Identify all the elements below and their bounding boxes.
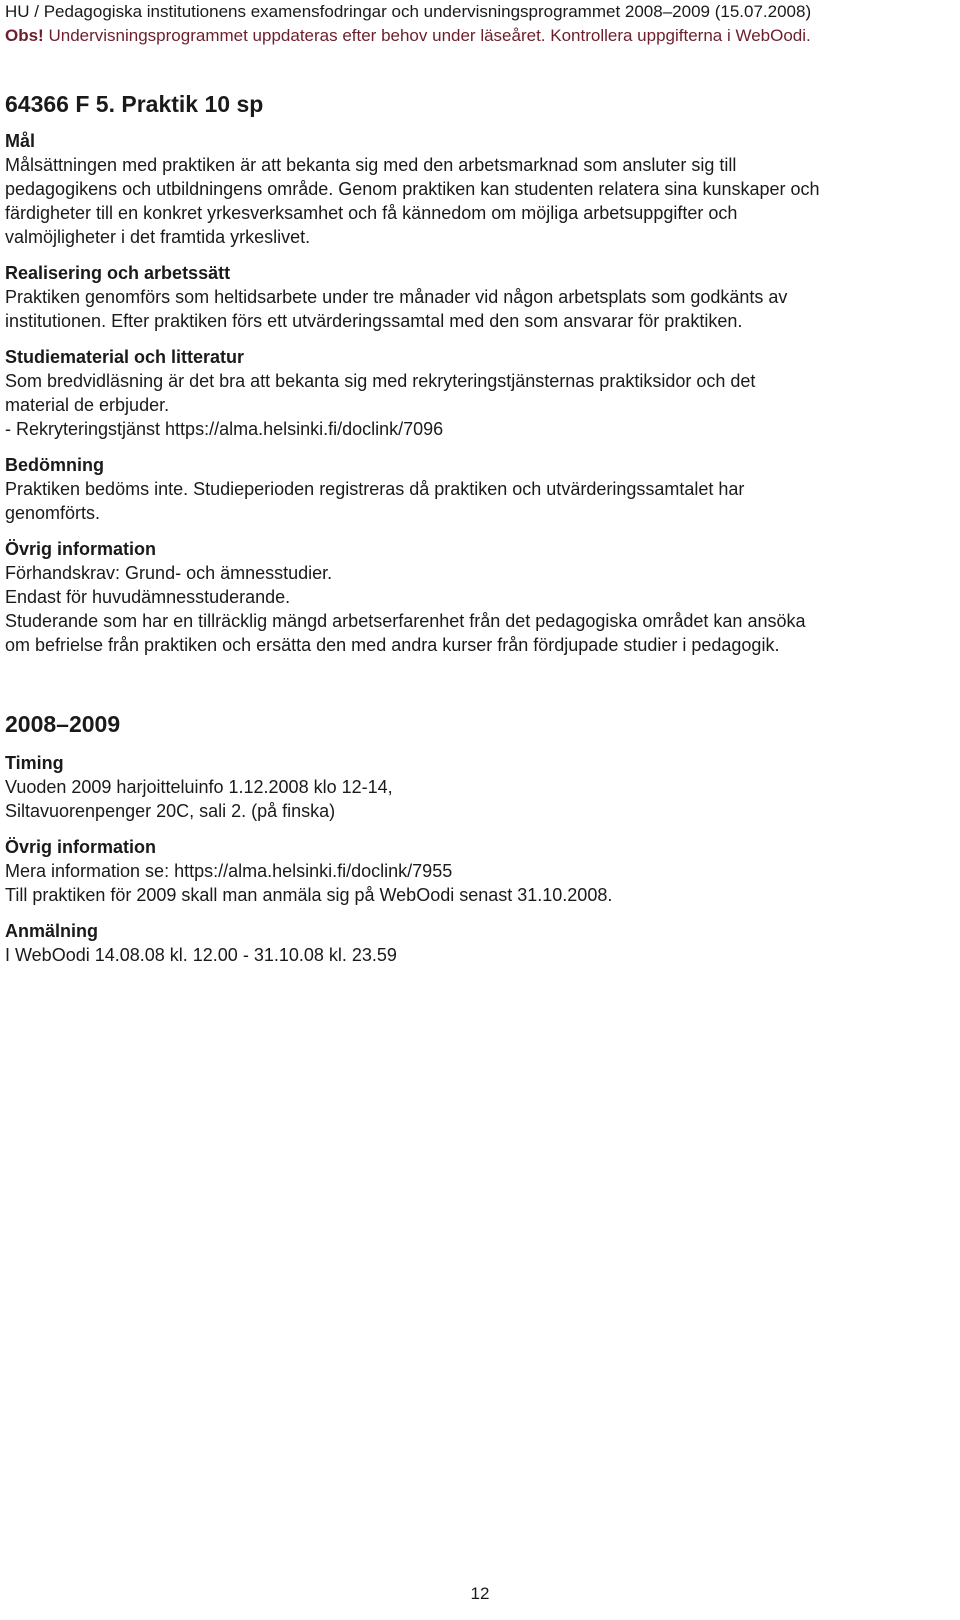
course-title: 64366 F 5. Praktik 10 sp — [5, 91, 264, 117]
paragraph-line: Praktiken bedöms inte. Studieperioden registreras då praktiken och utvärderingssamtalet har — [5, 479, 745, 499]
section-bedomning — [5, 453, 955, 525]
section-realisering — [5, 261, 955, 333]
paragraph-line: Till praktiken för 2009 skall man anmäla sig på WebOodi senast 31.10.2008. — [5, 885, 613, 905]
section-anmalning — [5, 919, 955, 967]
paragraph-line: om befrielse från praktiken och ersätta den med andra kurser från fördjupade studier i pedagogik. — [5, 635, 780, 655]
paragraph-line: Målsättningen med praktiken är att bekanta sig med den arbetsmarknad som ansluter sig till — [5, 155, 737, 175]
section-timing — [5, 751, 955, 823]
paragraph-line: valmöjligheter i det framtida yrkeslivet. — [5, 227, 311, 247]
section-heading: Timing — [5, 753, 64, 773]
rekrytering-link[interactable]: - Rekryteringstjänst https://alma.helsinki.fi/doclink/7096 — [5, 419, 444, 439]
section-heading: Mål — [5, 131, 36, 151]
paragraph-line: I WebOodi 14.08.08 kl. 12.00 - 31.10.08 kl. 23.59 — [5, 945, 397, 965]
paragraph-line: Siltavuorenpenger 20C, sali 2. (på finska) — [5, 801, 336, 821]
paragraph-line: pedagogikens och utbildningens område. Genom praktiken kan studenten relatera sina kunskaper och — [5, 179, 820, 199]
paragraph-line: Praktiken genomförs som heltidsarbete under tre månader vid någon arbetsplats som godkänts av — [5, 287, 788, 307]
paragraph-line: institutionen. Efter praktiken förs ett utvärderingssamtal med den som ansvarar för praktiken. — [5, 311, 743, 331]
section-heading: Övrig information — [5, 539, 157, 559]
breadcrumb-text: HU / Pedagogiska institutionens examensfodringar och undervisningsprogrammet 2008–2009 (15.07.2008) — [5, 2, 812, 21]
paragraph-line: material de erbjuder. — [5, 395, 170, 415]
paragraph-line: färdigheter till en konkret yrkesverksamhet och få kännedom om möjliga arbetsuppgifter och — [5, 203, 738, 223]
section-heading: Övrig information — [5, 837, 157, 857]
section-heading: Realisering och arbetssätt — [5, 263, 231, 283]
document-breadcrumb — [5, 0, 955, 24]
paragraph-line: Endast för huvudämnesstuderande. — [5, 587, 291, 607]
section-mal — [5, 129, 955, 249]
section-heading: Anmälning — [5, 921, 98, 941]
section-year-ovrig-information — [5, 835, 955, 907]
paragraph-line: Studerande som har en tillräcklig mängd arbetserfarenhet från det pedagogiska området kan ansöka — [5, 611, 806, 631]
page-number: 12 — [470, 1584, 490, 1603]
paragraph-line: genomförts. — [5, 503, 101, 523]
section-heading: Bedömning — [5, 455, 104, 475]
update-notice — [5, 24, 955, 48]
paragraph-line: Vuoden 2009 harjoitteluinfo 1.12.2008 klo 12-14, — [5, 777, 393, 797]
paragraph-line: Som bredvidläsning är det bra att bekanta sig med rekryteringstjänsternas praktiksidor och det — [5, 371, 756, 391]
year-title: 2008–2009 — [5, 711, 121, 737]
section-heading: Studiematerial och litteratur — [5, 347, 245, 367]
mera-information-link[interactable]: Mera information se: https://alma.helsinki.fi/doclink/7955 — [5, 861, 453, 881]
paragraph-line: Förhandskrav: Grund- och ämnesstudier. — [5, 563, 333, 583]
document-page — [5, 0, 955, 967]
notice-label: Obs! — [5, 26, 44, 45]
notice-text: Undervisningsprogrammet uppdateras efter behov under läseåret. Kontrollera uppgifterna i WebOodi. — [43, 26, 811, 45]
section-ovrig-information — [5, 537, 955, 657]
section-studiematerial — [5, 345, 955, 441]
